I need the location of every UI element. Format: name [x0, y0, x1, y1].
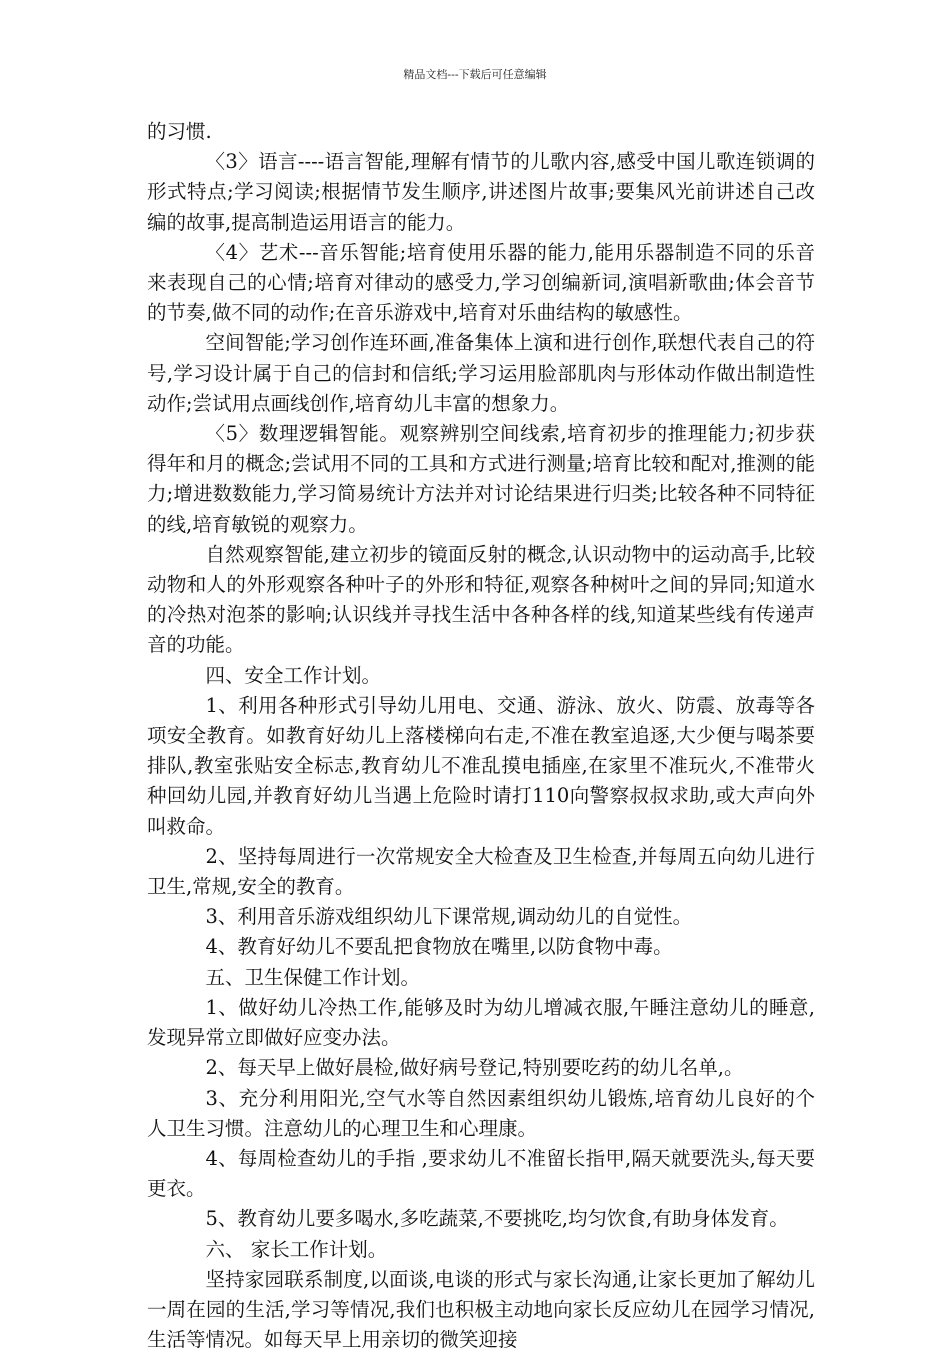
paragraph: 〈5〉数理逻辑智能。观察辨别空间线索,培育初步的推理能力;初步获得年和月的概念;尝试用不同的工具和方式进行测量;培育比较和配对,推测的能力;增进数数能力,学习简易统计方法并对讨论结果进行归类;比较各种不同特征的线,培育敏锐的观察力。	[147, 422, 815, 536]
paragraph: 1、做好幼儿冷热工作,能够及时为幼儿增减衣服,午睡注意幼儿的睡意,发现异常立即做好应变办法。	[147, 995, 815, 1050]
section-heading: 六、 家长工作计划。	[205, 1237, 388, 1261]
paragraph: 〈3〉语言----语言智能,理解有情节的儿歌内容,感受中国儿歌连锁调的形式特点;学习阅读;根据情节发生顺序,讲述图片故事;要集风光前讲述自己改编的故事,提高制造运用语言的能力。	[147, 150, 815, 234]
paragraph: 的习惯.	[147, 120, 212, 143]
section-heading: 四、安全工作计划。	[205, 663, 382, 687]
document-body	[147, 117, 815, 1355]
paragraph: 4、每周检查幼儿的手指 ,要求幼儿不准留长指甲,隔天就要洗头,每天要更衣。	[147, 1146, 815, 1201]
page-header: 精品文档---下载后可任意编辑	[403, 68, 547, 81]
paragraph: 空间智能;学习创作连环画,准备集体上演和进行创作,联想代表自己的符号,学习设计属于自己的信封和信纸;学习运用脸部肌肉与形体动作做出制造性动作;尝试用点画线创作,培育幼儿丰富的想象力。	[147, 331, 815, 415]
paragraph: 2、每天早上做好晨检,做好病号登记,特别要吃药的幼儿名单,。	[205, 1056, 744, 1080]
paragraph: 4、教育好幼儿不要乱把食物放在嘴里,以防食物中毒。	[205, 935, 673, 959]
paragraph: 5、教育幼儿要多喝水,多吃蔬菜,不要挑吃,均匀饮食,有助身体发育。	[205, 1207, 789, 1231]
paragraph: 3、利用音乐游戏组织幼儿下课常规,调动幼儿的自觉性。	[205, 905, 693, 929]
paragraph: 自然观察智能,建立初步的镜面反射的概念,认识动物中的运动高手,比较动物和人的外形观察各种叶子的外形和特征,观察各种树叶之间的异同;知道水的冷热对泡茶的影响;认识线并寻找生活中各种各样的线,知道某些线有传递声音的功能。	[147, 542, 815, 657]
paragraph: 2、坚持每周进行一次常规安全大检查及卫生检查,并每周五向幼儿进行卫生,常规,安全的教育。	[147, 844, 815, 899]
paragraph: 〈4〉艺术---音乐智能;培育使用乐器的能力,能用乐器制造不同的乐音来表现自己的心情;培育对律动的感受力,学习创编新词,演唱新歌曲;体会音节的节奏,做不同的动作;在音乐游戏中,培育对乐曲结构的敏感性。	[147, 240, 815, 325]
section-heading: 五、卫生保健工作计划。	[205, 965, 421, 989]
paragraph: 1、利用各种形式引导幼儿用电、交通、游泳、放火、防震、放毒等各项安全教育。如教育好幼儿上落楼梯向右走,不准在教室追逐,大少便与喝茶要排队,教室张贴安全标志,教育幼儿不准乱摸电插座,在家里不准玩火,不准带火种回幼儿园,并教育好幼儿当遇上危险时请打110向警察叔叔求助,或大声向外叫救命。	[147, 693, 815, 838]
paragraph: 3、充分利用阳光,空气水等自然因素组织幼儿锻炼,培育幼儿良好的个人卫生习惯。注意幼儿的心理卫生和心理康。	[147, 1086, 815, 1140]
paragraph: 坚持家园联系制度,以面谈,电谈的形式与家长沟通,让家长更加了解幼儿一周在园的生活,学习等情况,我们也积极主动地向家长反应幼儿在园学习情况,生活等情况。如每天早上用亲切的微笑迎接	[147, 1267, 815, 1352]
